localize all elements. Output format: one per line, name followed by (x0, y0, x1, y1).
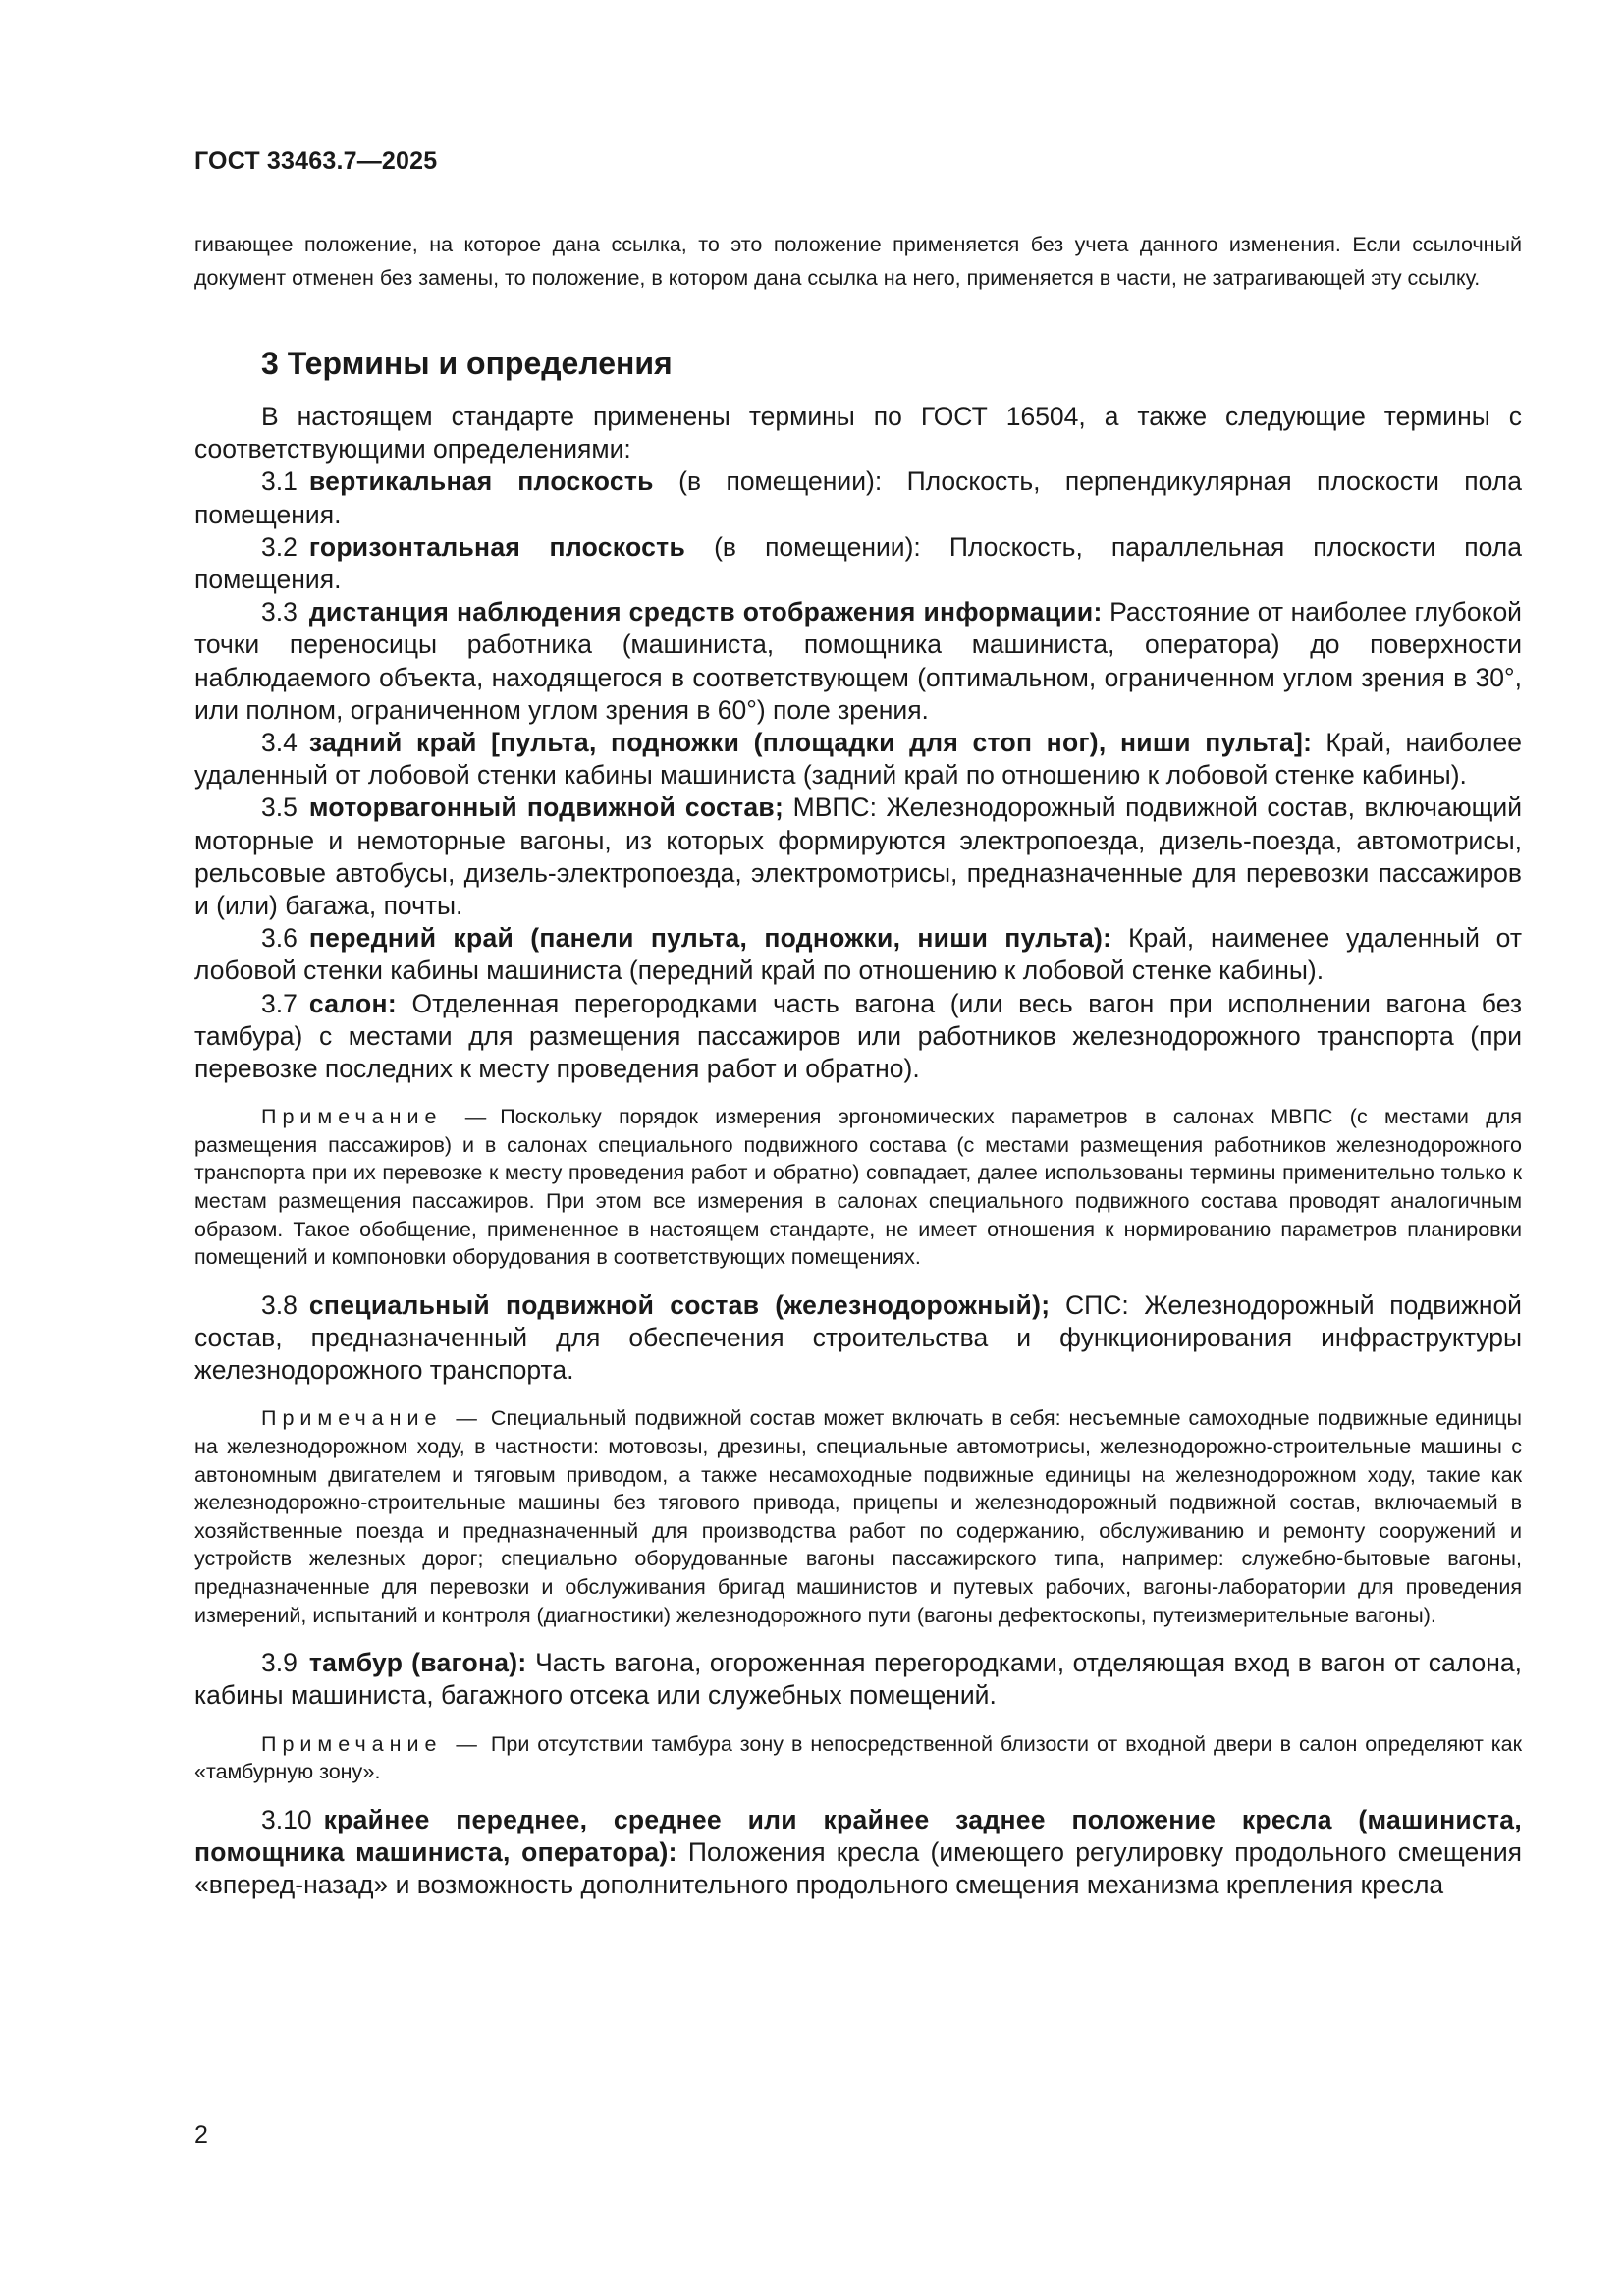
term-name: дистанция наблюдения средств отображения информации: (308, 597, 1103, 628)
term-name: тамбур (вагона): (308, 1648, 527, 1678)
term-name: горизонтальная плоскость (308, 531, 686, 562)
term-3-10 (194, 1804, 1522, 1902)
section-lead: В настоящем стандарте применены термины по ГОСТ 16504, а также следующие термины с соответствующими определениями: (194, 402, 1522, 465)
term-number: 3.6 (261, 923, 298, 954)
term-3-4 (194, 727, 1522, 792)
term-definition: (в помещении): Плоскость, перпендикулярная плоскости пола помещения. (194, 466, 1522, 529)
term-3-2 (194, 531, 1522, 596)
term-number: 3.7 (261, 988, 298, 1018)
note-text: При отсутствии тамбура зону в непосредственной близости от входной двери в салон определяют как «тамбурную зону». (194, 1731, 1522, 1784)
term-number: 3.3 (261, 597, 298, 628)
term-definition: Отделенная перегородками часть вагона (или весь вагон при исполнении вагона без тамбура) с местами для размещения пассажиров или работников железнодорожного транспорта (при перевозке последних к месту проведения работ и обратно). (194, 988, 1522, 1084)
term-3-3 (194, 596, 1522, 727)
note-3-9 (194, 1730, 1522, 1786)
term-definition: СПС: Железнодорожный подвижной состав, предназначенный для обеспечения строительства и функционирования инфраструктуры железнодорожного транспорта. (194, 1289, 1522, 1386)
term-definition: Часть вагона, огороженная перегородками, отделяющая вход в вагон от салона, кабины машиниста, багажного отсека или служебных помещений. (194, 1648, 1522, 1711)
term-definition: Край, наименее удаленный от лобовой стенки кабины машиниста (передний край по отношению к лобовой стенке кабины). (194, 923, 1522, 986)
note-3-7 (194, 1103, 1522, 1272)
term-name: задний край [пульта, подножки (площадки для стоп ног), ниши пульта]: (308, 728, 1313, 758)
term-number: 3.4 (261, 728, 298, 758)
term-3-7 (194, 988, 1522, 1086)
note-text: Специальный подвижной состав может включать в себя: несъемные самоходные подвижные единицы на железнодорожном ходу, в частности: мотовозы, дрезины, специальные автомотрисы, железнодорожно-строительные машины с автономным двигателем и тяговым приводом, а также несамоходные подвижные единицы на железнодорожном ходу, такие как железнодорожно-строительные машины без тягового привода, прицепы и железнодорожный подвижной состав, включаемый в хозяйственные поезда и предназначенный для производства работ по содержанию, обслуживанию и ремонту сооружений и устройств железных дорог; специально оборудованные вагоны пассажирского типа, например: служебно-бытовые вагоны, предназначенные для перевозки и обслуживания бригад машинистов и путевых рабочих, вагоны-лаборатории для проведения измерений, испытаний и контроля (диагностики) железнодорожного пути (вагоны дефектоскопы, путеизмерительные вагоны). (194, 1406, 1522, 1627)
term-name: передний край (панели пульта, подножки, ниши пульта): (308, 923, 1112, 954)
term-3-6 (194, 922, 1522, 987)
note-label: Примечание — (261, 1105, 493, 1129)
term-3-9 (194, 1647, 1522, 1712)
term-number: 3.8 (261, 1289, 298, 1320)
term-number: 3.10 (261, 1804, 312, 1834)
term-3-5 (194, 792, 1522, 922)
term-definition: МВПС: Железнодорожный подвижной состав, включающий моторные и немоторные вагоны, из которых формируются электропоезда, дизель-поезда, автомотрисы, рельсовые автобусы, дизель-электропоезда, электромотрисы, предназначенные для перевозки пассажиров и (или) багажа, почты. (194, 793, 1523, 921)
term-definition: Положения кресла (имеющего регулировку продольного смещения «вперед-назад» и возможность дополнительного продольного смещения механизма крепления кресла (194, 1836, 1522, 1900)
term-number: 3.1 (261, 466, 298, 497)
term-name: специальный подвижной состав (железнодорожный); (308, 1289, 1051, 1320)
section-heading: 3 Термины и определения (261, 346, 673, 381)
term-definition: (в помещении): Плоскость, параллельная плоскости пола помещения. (194, 531, 1522, 595)
continued-paragraph: гивающее положение, на которое дана ссылка, то это положение применяется без учета данного изменения. Если ссылочный документ отменен без замены, то положение, в котором дана ссылка на него, применяется в части, не затрагивающей эту ссылку. (194, 233, 1522, 290)
term-name: моторвагонный подвижной состав; (308, 793, 784, 823)
page-header: ГОСТ 33463.7—2025 (194, 147, 438, 175)
term-number: 3.5 (261, 793, 298, 823)
term-3-1 (194, 465, 1522, 530)
page-number: 2 (194, 2121, 208, 2149)
term-definition: Край, наиболее удаленный от лобовой стенки кабины машиниста (задний край по отношению к лобовой стенке кабины). (194, 728, 1522, 791)
page-content (194, 228, 1522, 1901)
term-3-8 (194, 1289, 1522, 1388)
note-text: Поскольку порядок измерения эргономических параметров в салонах МВПС (с местами для размещения пассажиров) и в салонах специального подвижного состава (с местами размещения работников железнодорожного транспорта при их перевозке к месту проведения работ и обратно) совпадает, далее использованы термины применительно только к местам размещения пассажиров. При этом все измерения в салонах специального подвижного состава проводят аналогичным образом. Такое обобщение, примененное в настоящем стандарте, не имеет отношения к нормированию параметров планировки помещений и компоновки оборудования в соответствующих помещениях. (194, 1105, 1522, 1270)
term-name: крайнее переднее, среднее или крайнее заднее положение кресла (машиниста, помощника машиниста, оператора): (194, 1804, 1522, 1867)
note-label: Примечание — (261, 1731, 483, 1756)
term-name: вертикальная плоскость (308, 466, 654, 497)
term-number: 3.2 (261, 531, 298, 562)
term-definition: Расстояние от наиболее глубокой точки переносицы работника (машиниста, помощника машиниста, оператора) до поверхности наблюдаемого объекта, находящегося в соответствующем (оптимальном, ограниченном углом зрения в 30°, или полном, ограниченном углом зрения в 60°) поле зрения. (194, 597, 1522, 725)
term-number: 3.9 (261, 1648, 298, 1678)
term-name: салон: (308, 988, 397, 1018)
note-3-8 (194, 1404, 1522, 1629)
note-label: Примечание — (261, 1406, 483, 1431)
